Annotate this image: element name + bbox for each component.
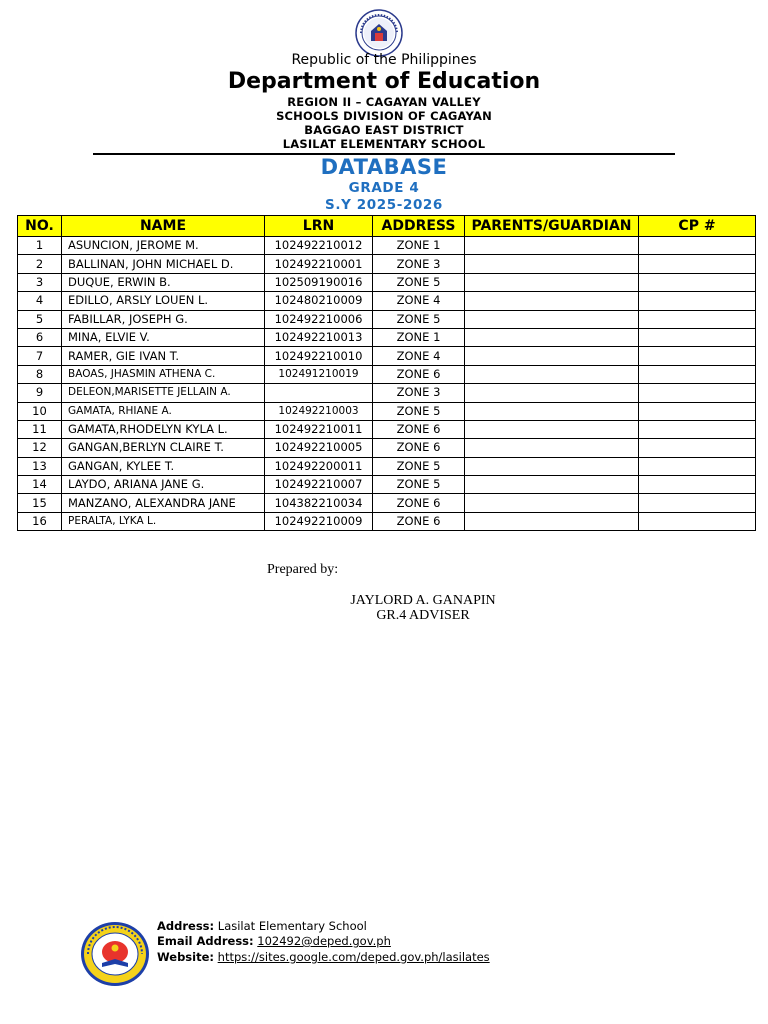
- cell-cp: [639, 292, 756, 310]
- cell-cp: [639, 310, 756, 328]
- cell-lrn: 102491210019: [265, 365, 373, 383]
- cell-cp: [639, 328, 756, 346]
- cell-address: ZONE 5: [373, 402, 465, 420]
- cell-name: GAMATA,RHODELYN KYLA L.: [62, 420, 265, 438]
- table-row: [18, 476, 756, 494]
- cell-guardian: [465, 310, 639, 328]
- cell-cp: [639, 347, 756, 365]
- table-row: [18, 439, 756, 457]
- table-row: [18, 237, 756, 255]
- region-text: REGION II – CAGAYAN VALLEY: [287, 95, 481, 109]
- column-header-cp: CP #: [639, 216, 756, 237]
- cell-guardian: [465, 512, 639, 530]
- cell-name: GAMATA, RHIANE A.: [62, 402, 265, 420]
- cell-cp: [639, 439, 756, 457]
- cell-guardian: [465, 476, 639, 494]
- cell-address: ZONE 3: [373, 255, 465, 273]
- column-header-address: ADDRESS: [373, 216, 465, 237]
- grade-label: GRADE 4: [348, 180, 420, 196]
- cell-lrn: 102492210012: [265, 237, 373, 255]
- cell-lrn: 102492210003: [265, 402, 373, 420]
- cell-lrn: 102492210011: [265, 420, 373, 438]
- cell-no: 14: [18, 476, 62, 494]
- republic-text: Republic of the Philippines: [291, 52, 477, 68]
- district-text: BAGGAO EAST DISTRICT: [304, 123, 464, 137]
- cell-address: ZONE 5: [373, 457, 465, 475]
- cell-name: ASUNCION, JEROME M.: [62, 237, 265, 255]
- school-year-label: S.Y 2025-2026: [325, 197, 443, 213]
- cell-guardian: [465, 255, 639, 273]
- cell-address: ZONE 6: [373, 494, 465, 512]
- school-seal-icon: [80, 921, 150, 987]
- cell-address: ZONE 1: [373, 328, 465, 346]
- cell-no: 11: [18, 420, 62, 438]
- cell-guardian: [465, 292, 639, 310]
- cell-name: LAYDO, ARIANA JANE G.: [62, 476, 265, 494]
- cell-no: 13: [18, 457, 62, 475]
- cell-no: 16: [18, 512, 62, 530]
- cell-cp: [639, 237, 756, 255]
- cell-name: BALLINAN, JOHN MICHAEL D.: [62, 255, 265, 273]
- cell-guardian: [465, 420, 639, 438]
- cell-name: BAOAS, JHASMIN ATHENA C.: [62, 365, 265, 383]
- cell-cp: [639, 476, 756, 494]
- table-row: [18, 402, 756, 420]
- cell-lrn: 102492210006: [265, 310, 373, 328]
- footer-email: [157, 934, 391, 948]
- cell-no: 5: [18, 310, 62, 328]
- table-row: [18, 457, 756, 475]
- cell-address: ZONE 3: [373, 384, 465, 402]
- footer-address: [157, 919, 367, 933]
- cell-cp: [639, 402, 756, 420]
- cell-name: MANZANO, ALEXANDRA JANE: [62, 494, 265, 512]
- table-header-row: [18, 216, 756, 237]
- cell-cp: [639, 273, 756, 291]
- cell-address: ZONE 1: [373, 237, 465, 255]
- cell-guardian: [465, 384, 639, 402]
- footer-address-label: Address:: [157, 919, 215, 933]
- cell-lrn: 102492210009: [265, 512, 373, 530]
- division-text: SCHOOLS DIVISION OF CAGAYAN: [276, 109, 492, 123]
- department-title: Department of Education: [227, 69, 541, 94]
- cell-lrn: [265, 384, 373, 402]
- cell-address: ZONE 6: [373, 420, 465, 438]
- cell-cp: [639, 255, 756, 273]
- database-title: DATABASE: [320, 155, 448, 179]
- footer-address-value: Lasilat Elementary School: [217, 919, 367, 933]
- cell-guardian: [465, 439, 639, 457]
- column-header-guardian: PARENTS/GUARDIAN: [465, 216, 639, 237]
- cell-name: EDILLO, ARSLY LOUEN L.: [62, 292, 265, 310]
- prepared-by-label: Prepared by:: [267, 562, 339, 577]
- column-header-no: NO.: [18, 216, 62, 237]
- student-database-table: [17, 215, 756, 531]
- cell-name: GANGAN, KYLEE T.: [62, 457, 265, 475]
- cell-name: GANGAN,BERLYN CLAIRE T.: [62, 439, 265, 457]
- table-row: [18, 328, 756, 346]
- footer-email-label: Email Address:: [157, 934, 254, 948]
- cell-name: DUQUE, ERWIN B.: [62, 273, 265, 291]
- cell-lrn: 104382210034: [265, 494, 373, 512]
- cell-address: ZONE 4: [373, 347, 465, 365]
- cell-cp: [639, 420, 756, 438]
- school-name: LASILAT ELEMENTARY SCHOOL: [282, 137, 486, 151]
- table-row: [18, 292, 756, 310]
- cell-address: ZONE 6: [373, 365, 465, 383]
- table-row: [18, 420, 756, 438]
- cell-cp: [639, 365, 756, 383]
- cell-guardian: [465, 402, 639, 420]
- cell-guardian: [465, 273, 639, 291]
- table-row: [18, 347, 756, 365]
- cell-guardian: [465, 457, 639, 475]
- cell-address: ZONE 5: [373, 273, 465, 291]
- cell-no: 10: [18, 402, 62, 420]
- table-row: [18, 273, 756, 291]
- cell-cp: [639, 512, 756, 530]
- cell-no: 8: [18, 365, 62, 383]
- cell-address: ZONE 6: [373, 439, 465, 457]
- cell-cp: [639, 384, 756, 402]
- cell-no: 1: [18, 237, 62, 255]
- column-header-name: NAME: [62, 216, 265, 237]
- cell-lrn: 102492210013: [265, 328, 373, 346]
- cell-no: 12: [18, 439, 62, 457]
- cell-no: 4: [18, 292, 62, 310]
- cell-address: ZONE 6: [373, 512, 465, 530]
- cell-no: 3: [18, 273, 62, 291]
- cell-lrn: 102509190016: [265, 273, 373, 291]
- column-header-lrn: LRN: [265, 216, 373, 237]
- cell-cp: [639, 494, 756, 512]
- cell-lrn: 102492200011: [265, 457, 373, 475]
- adviser-name: JAYLORD A. GANAPIN: [350, 593, 496, 608]
- cell-no: 7: [18, 347, 62, 365]
- cell-lrn: 102492210005: [265, 439, 373, 457]
- footer-website-label: Website:: [157, 950, 214, 964]
- cell-guardian: [465, 494, 639, 512]
- table-row: [18, 512, 756, 530]
- footer-website-link[interactable]: https://sites.google.com/deped.gov.ph/lasilates: [217, 950, 490, 964]
- cell-cp: [639, 457, 756, 475]
- cell-guardian: [465, 347, 639, 365]
- cell-lrn: 102492210001: [265, 255, 373, 273]
- cell-address: ZONE 5: [373, 310, 465, 328]
- footer-website: [157, 950, 490, 964]
- cell-name: RAMER, GIE IVAN T.: [62, 347, 265, 365]
- cell-lrn: 102480210009: [265, 292, 373, 310]
- deped-seal-icon: [355, 9, 403, 57]
- adviser-role: GR.4 ADVISER: [376, 608, 470, 623]
- table-row: [18, 494, 756, 512]
- cell-no: 15: [18, 494, 62, 512]
- cell-name: MINA, ELVIE V.: [62, 328, 265, 346]
- cell-name: FABILLAR, JOSEPH G.: [62, 310, 265, 328]
- cell-no: 9: [18, 384, 62, 402]
- cell-no: 2: [18, 255, 62, 273]
- cell-no: 6: [18, 328, 62, 346]
- cell-lrn: 102492210010: [265, 347, 373, 365]
- cell-name: PERALTA, LYKA L.: [62, 512, 265, 530]
- table-row: [18, 365, 756, 383]
- table-row: [18, 310, 756, 328]
- cell-guardian: [465, 237, 639, 255]
- table-row: [18, 255, 756, 273]
- cell-name: DELEON,MARISETTE JELLAIN A.: [62, 384, 265, 402]
- cell-address: ZONE 5: [373, 476, 465, 494]
- cell-lrn: 102492210007: [265, 476, 373, 494]
- footer-email-link[interactable]: 102492@deped.gov.ph: [257, 934, 391, 948]
- cell-guardian: [465, 365, 639, 383]
- table-row: [18, 384, 756, 402]
- cell-guardian: [465, 328, 639, 346]
- cell-address: ZONE 4: [373, 292, 465, 310]
